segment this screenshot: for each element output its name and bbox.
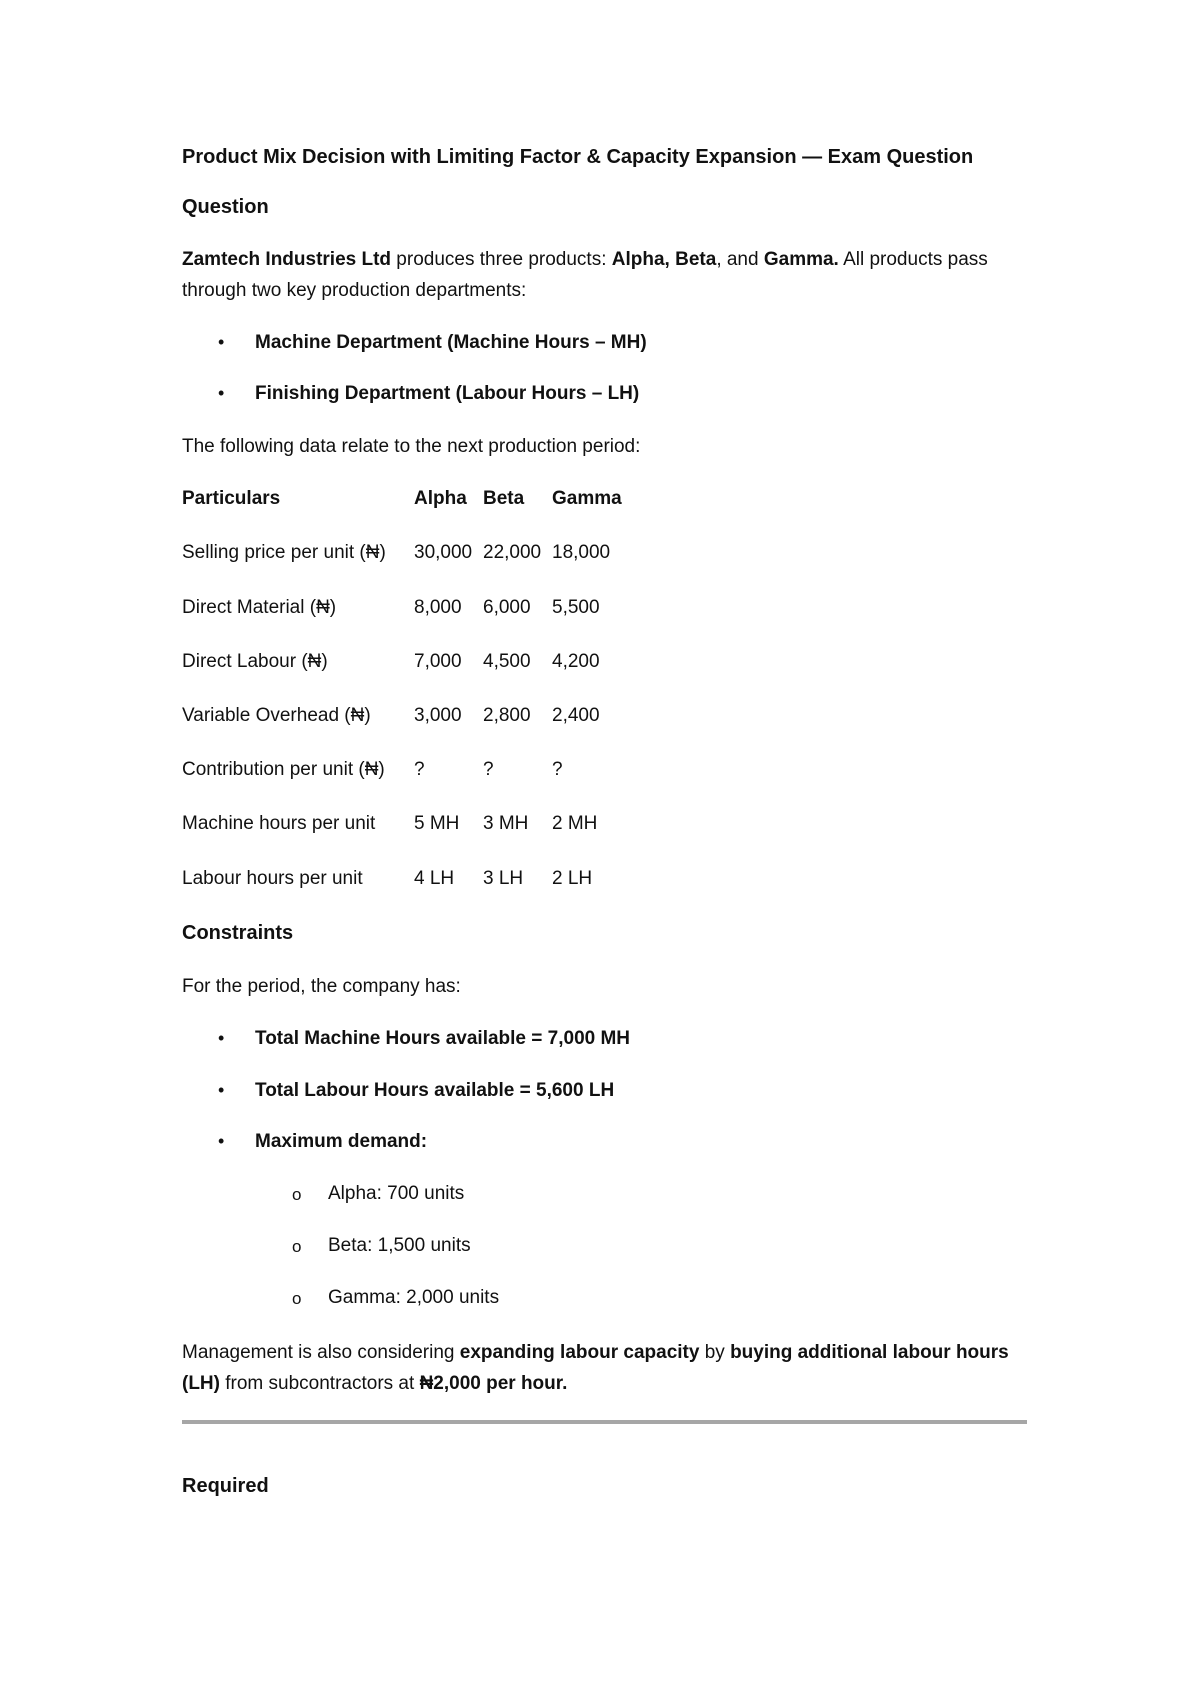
table-cell: ? bbox=[414, 759, 425, 780]
demand-item: Gamma: 2,000 units bbox=[328, 1287, 500, 1308]
table-cell: 22,000 bbox=[483, 542, 542, 563]
demand-item: Beta: 1,500 units bbox=[328, 1235, 471, 1256]
management-emphasis-1: expanding labour capacity bbox=[459, 1342, 700, 1363]
required-heading: Required bbox=[182, 1475, 269, 1497]
management-emphasis-3: ₦2,000 per hour bbox=[419, 1373, 563, 1394]
department-item: Machine Department (Machine Hours – MH) bbox=[255, 332, 647, 353]
constraints-heading: Constraints bbox=[182, 922, 294, 944]
table-cell: 4,500 bbox=[483, 651, 531, 672]
table-cell: 2,800 bbox=[483, 705, 531, 726]
table-cell: 7,000 bbox=[414, 651, 462, 672]
table-cell: 2,400 bbox=[552, 705, 600, 726]
table-header: Beta bbox=[483, 488, 525, 509]
company-name: Zamtech Industries Ltd bbox=[182, 249, 392, 270]
question-heading: Question bbox=[182, 196, 269, 218]
table-header: Particulars bbox=[182, 488, 281, 509]
table-cell: ? bbox=[483, 759, 494, 780]
constraint-item: Total Machine Hours available = 7,000 MH bbox=[255, 1028, 631, 1049]
management-text-1: Management is also considering bbox=[182, 1342, 460, 1363]
constraint-item: Total Labour Hours available = 5,600 LH bbox=[255, 1080, 615, 1101]
intro-products-1: Alpha, Beta bbox=[611, 249, 717, 270]
department-item: Finishing Department (Labour Hours – LH) bbox=[255, 383, 640, 404]
intro-text-3: All products pass through two key production departments: bbox=[182, 249, 988, 301]
bullet-icon: • bbox=[218, 332, 225, 352]
bullet-icon: • bbox=[218, 383, 225, 403]
intro-text-1: produces three products: bbox=[391, 249, 612, 270]
table-cell: 3,000 bbox=[414, 705, 462, 726]
table-cell: Direct Labour (₦) bbox=[182, 651, 328, 672]
table-cell: 30,000 bbox=[414, 542, 473, 563]
table-cell: 2 LH bbox=[552, 868, 593, 889]
table-cell: 5,500 bbox=[552, 597, 600, 618]
table-cell: 2 MH bbox=[552, 813, 598, 834]
document-title: Product Mix Decision with Limiting Factor & Capacity Expansion — Exam Question bbox=[182, 146, 974, 168]
table-cell: Labour hours per unit bbox=[182, 868, 363, 889]
table-header: Gamma bbox=[552, 488, 622, 509]
bullet-icon: • bbox=[218, 1080, 225, 1100]
horizontal-divider bbox=[182, 1420, 1027, 1424]
constraint-item: Maximum demand: bbox=[255, 1131, 428, 1152]
sub-bullet-icon: o bbox=[292, 1237, 302, 1256]
intro-text-2: , and bbox=[716, 249, 764, 270]
management-text-2: by bbox=[699, 1342, 731, 1363]
table-cell: 4 LH bbox=[414, 868, 455, 889]
table-header: Alpha bbox=[414, 488, 467, 509]
management-emphasis-2: buying additional labour hours (LH) bbox=[182, 1342, 1009, 1394]
bullet-icon: • bbox=[218, 1131, 225, 1151]
demand-item: Alpha: 700 units bbox=[328, 1183, 465, 1204]
constraints-intro: For the period, the company has: bbox=[182, 976, 461, 997]
table-cell: 6,000 bbox=[483, 597, 531, 618]
table-cell: 18,000 bbox=[552, 542, 611, 563]
table-cell: 3 LH bbox=[483, 868, 524, 889]
sub-bullet-icon: o bbox=[292, 1185, 302, 1204]
table-cell: Selling price per unit (₦) bbox=[182, 542, 386, 563]
intro-paragraph bbox=[182, 244, 1012, 306]
table-cell: Contribution per unit (₦) bbox=[182, 759, 385, 780]
table-cell: 8,000 bbox=[414, 597, 462, 618]
table-cell: ? bbox=[552, 759, 563, 780]
table-cell: 4,200 bbox=[552, 651, 600, 672]
intro-products-2: Gamma. bbox=[763, 249, 839, 270]
management-text-4: . bbox=[562, 1373, 568, 1394]
management-text-3: from subcontractors at bbox=[219, 1373, 420, 1394]
table-cell: Variable Overhead (₦) bbox=[182, 705, 371, 726]
management-paragraph bbox=[182, 1337, 1012, 1399]
table-cell: Machine hours per unit bbox=[182, 813, 376, 834]
table-cell: 3 MH bbox=[483, 813, 529, 834]
table-cell: 5 MH bbox=[414, 813, 460, 834]
table-cell: Direct Material (₦) bbox=[182, 597, 337, 618]
data-intro: The following data relate to the next production period: bbox=[182, 436, 641, 457]
sub-bullet-icon: o bbox=[292, 1289, 302, 1308]
bullet-icon: • bbox=[218, 1028, 225, 1048]
